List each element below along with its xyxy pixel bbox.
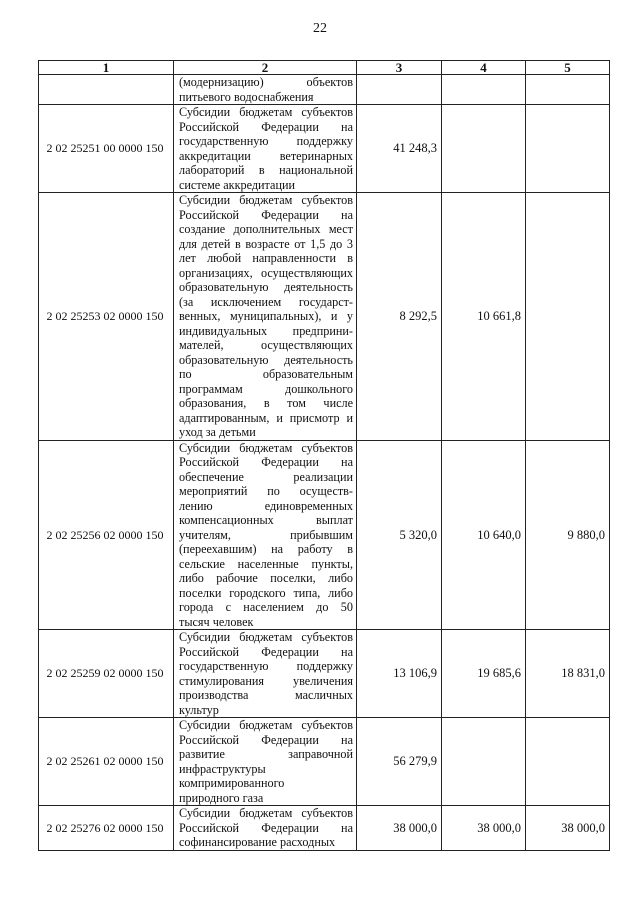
description-line: компенсационных выплат xyxy=(179,513,353,527)
description-line: либо рабочие поселки, либо xyxy=(179,571,353,585)
description-line: производства масличных xyxy=(179,688,353,702)
description-line: природного газа xyxy=(179,790,264,805)
description-line: Российской Федерации на xyxy=(179,455,353,469)
description-line: учителям, прибывшим xyxy=(179,527,353,542)
amount-cell-col-3: 5 320,0 xyxy=(357,440,442,630)
table-row xyxy=(39,193,610,441)
column-header-2: 2 xyxy=(174,61,357,75)
description-line: Субсидии бюджетам субъектов xyxy=(179,806,353,820)
description-line: образовательную деятельность xyxy=(179,280,353,294)
amount-cell-col-3: 41 248,3 xyxy=(357,105,442,193)
amount-cell-col-5: 9 880,0 xyxy=(526,440,610,630)
column-header-4: 4 xyxy=(442,61,526,75)
description-line: тысяч человек xyxy=(179,614,254,629)
amount-cell-col-4 xyxy=(442,718,526,806)
amount-cell-col-3: 56 279,9 xyxy=(357,718,442,806)
amount-cell-col-5: 18 831,0 xyxy=(526,630,610,718)
description-line: города с населением до 50 xyxy=(179,600,353,614)
description-line: государственную поддержку xyxy=(179,659,353,673)
description-line: мателей, осуществляющих xyxy=(179,338,353,352)
description-line: по образовательным xyxy=(179,367,353,381)
description-line: мероприятий по осуществ- xyxy=(179,484,353,498)
description-line: Субсидии бюджетам субъектов xyxy=(179,630,353,644)
amount-cell-col-3: 8 292,5 xyxy=(357,193,442,441)
amount-cell-col-4 xyxy=(442,75,526,105)
column-header-3: 3 xyxy=(357,61,442,75)
description-line: венных, муниципальных), и у xyxy=(179,309,353,323)
description-line: Субсидии бюджетам субъектов xyxy=(179,440,353,455)
description-line: лению единовременных xyxy=(179,498,353,513)
description-line: для детей в возрасте от 1,5 до 3 xyxy=(179,236,353,251)
description-line: обеспечение реализации xyxy=(179,469,353,484)
description-line: Субсидии бюджетам субъектов xyxy=(179,105,353,119)
description-line: (модернизацию) объектов xyxy=(179,75,353,89)
description-line: Российской Федерации на xyxy=(179,207,353,222)
amount-cell-col-4: 10 640,0 xyxy=(442,440,526,630)
description-cell xyxy=(174,193,357,441)
description-line: поселки городского типа, либо xyxy=(179,585,353,600)
budget-code-cell: 2 02 25253 02 0000 150 xyxy=(39,193,174,441)
description-cell xyxy=(174,105,357,193)
description-line: культур xyxy=(179,702,219,717)
description-line: лет любой направленности в xyxy=(179,251,353,265)
amount-cell-col-3 xyxy=(357,75,442,105)
description-line: создание дополнительных мест xyxy=(179,222,353,236)
description-cell xyxy=(174,630,357,718)
budget-code-cell: 2 02 25251 00 0000 150 xyxy=(39,105,174,193)
description-line: Субсидии бюджетам субъектов xyxy=(179,718,353,732)
description-line: образовательную деятельность xyxy=(179,352,353,367)
description-line: софинансирование расходных xyxy=(179,835,336,849)
amount-cell-col-5 xyxy=(526,718,610,806)
description-line: питьевого водоснабжения xyxy=(179,89,314,104)
description-line: Российской Федерации на xyxy=(179,119,353,134)
column-header-5: 5 xyxy=(526,61,610,75)
description-line: Российской Федерации на xyxy=(179,820,353,835)
description-line: инфраструктуры xyxy=(179,761,266,776)
description-line: аккредитации ветеринарных xyxy=(179,148,353,163)
page-number: 22 xyxy=(313,21,327,36)
description-line: государственную поддержку xyxy=(179,134,353,148)
budget-code-cell: 2 02 25261 02 0000 150 xyxy=(39,718,174,806)
amount-cell-col-4: 38 000,0 xyxy=(442,806,526,851)
description-line: сельские населенные пункты, xyxy=(179,556,353,571)
description-line: адаптированным, и присмотр и xyxy=(179,410,353,425)
amount-cell-col-5 xyxy=(526,193,610,441)
description-line: системе аккредитации xyxy=(179,177,296,192)
description-line: образования, в том числе xyxy=(179,396,353,410)
amount-cell-col-5 xyxy=(526,75,610,105)
description-line: программам дошкольного xyxy=(179,381,353,396)
description-line: индивидуальных предприни- xyxy=(179,323,353,338)
description-line: уход за детьми xyxy=(179,425,256,439)
description-line: лабораторий в национальной xyxy=(179,163,353,177)
budget-code-cell: 2 02 25259 02 0000 150 xyxy=(39,630,174,718)
amount-cell-col-4 xyxy=(442,105,526,193)
amount-cell-col-5: 38 000,0 xyxy=(526,806,610,851)
description-line: (за исключением государст- xyxy=(179,294,353,309)
description-line: стимулирования увеличения xyxy=(179,673,353,688)
table-row xyxy=(39,440,610,630)
description-cell xyxy=(174,75,357,105)
budget-code-cell: 2 02 25276 02 0000 150 xyxy=(39,806,174,851)
description-line: Субсидии бюджетам субъектов xyxy=(179,193,353,207)
budget-table xyxy=(38,60,610,851)
description-line: организациях, осуществляющих xyxy=(179,265,353,280)
table-row xyxy=(39,75,610,105)
budget-code-cell: 2 02 25256 02 0000 150 xyxy=(39,440,174,630)
table-row xyxy=(39,630,610,718)
table-row xyxy=(39,806,610,851)
description-line: развитие заправочной xyxy=(179,747,353,761)
amount-cell-col-3: 38 000,0 xyxy=(357,806,442,851)
table-row xyxy=(39,718,610,806)
description-cell xyxy=(174,806,357,851)
amount-cell-col-4: 19 685,6 xyxy=(442,630,526,718)
amount-cell-col-4: 10 661,8 xyxy=(442,193,526,441)
description-line: (переехавшим) на работу в xyxy=(179,542,353,556)
budget-code-cell xyxy=(39,75,174,105)
description-cell xyxy=(174,718,357,806)
description-line: Российской Федерации на xyxy=(179,644,353,659)
table-row xyxy=(39,105,610,193)
description-line: компримированного xyxy=(179,776,285,790)
amount-cell-col-3: 13 106,9 xyxy=(357,630,442,718)
column-header-1: 1 xyxy=(39,61,174,75)
description-line: Российской Федерации на xyxy=(179,732,353,747)
amount-cell-col-5 xyxy=(526,105,610,193)
header-row xyxy=(39,61,610,75)
description-cell xyxy=(174,440,357,630)
